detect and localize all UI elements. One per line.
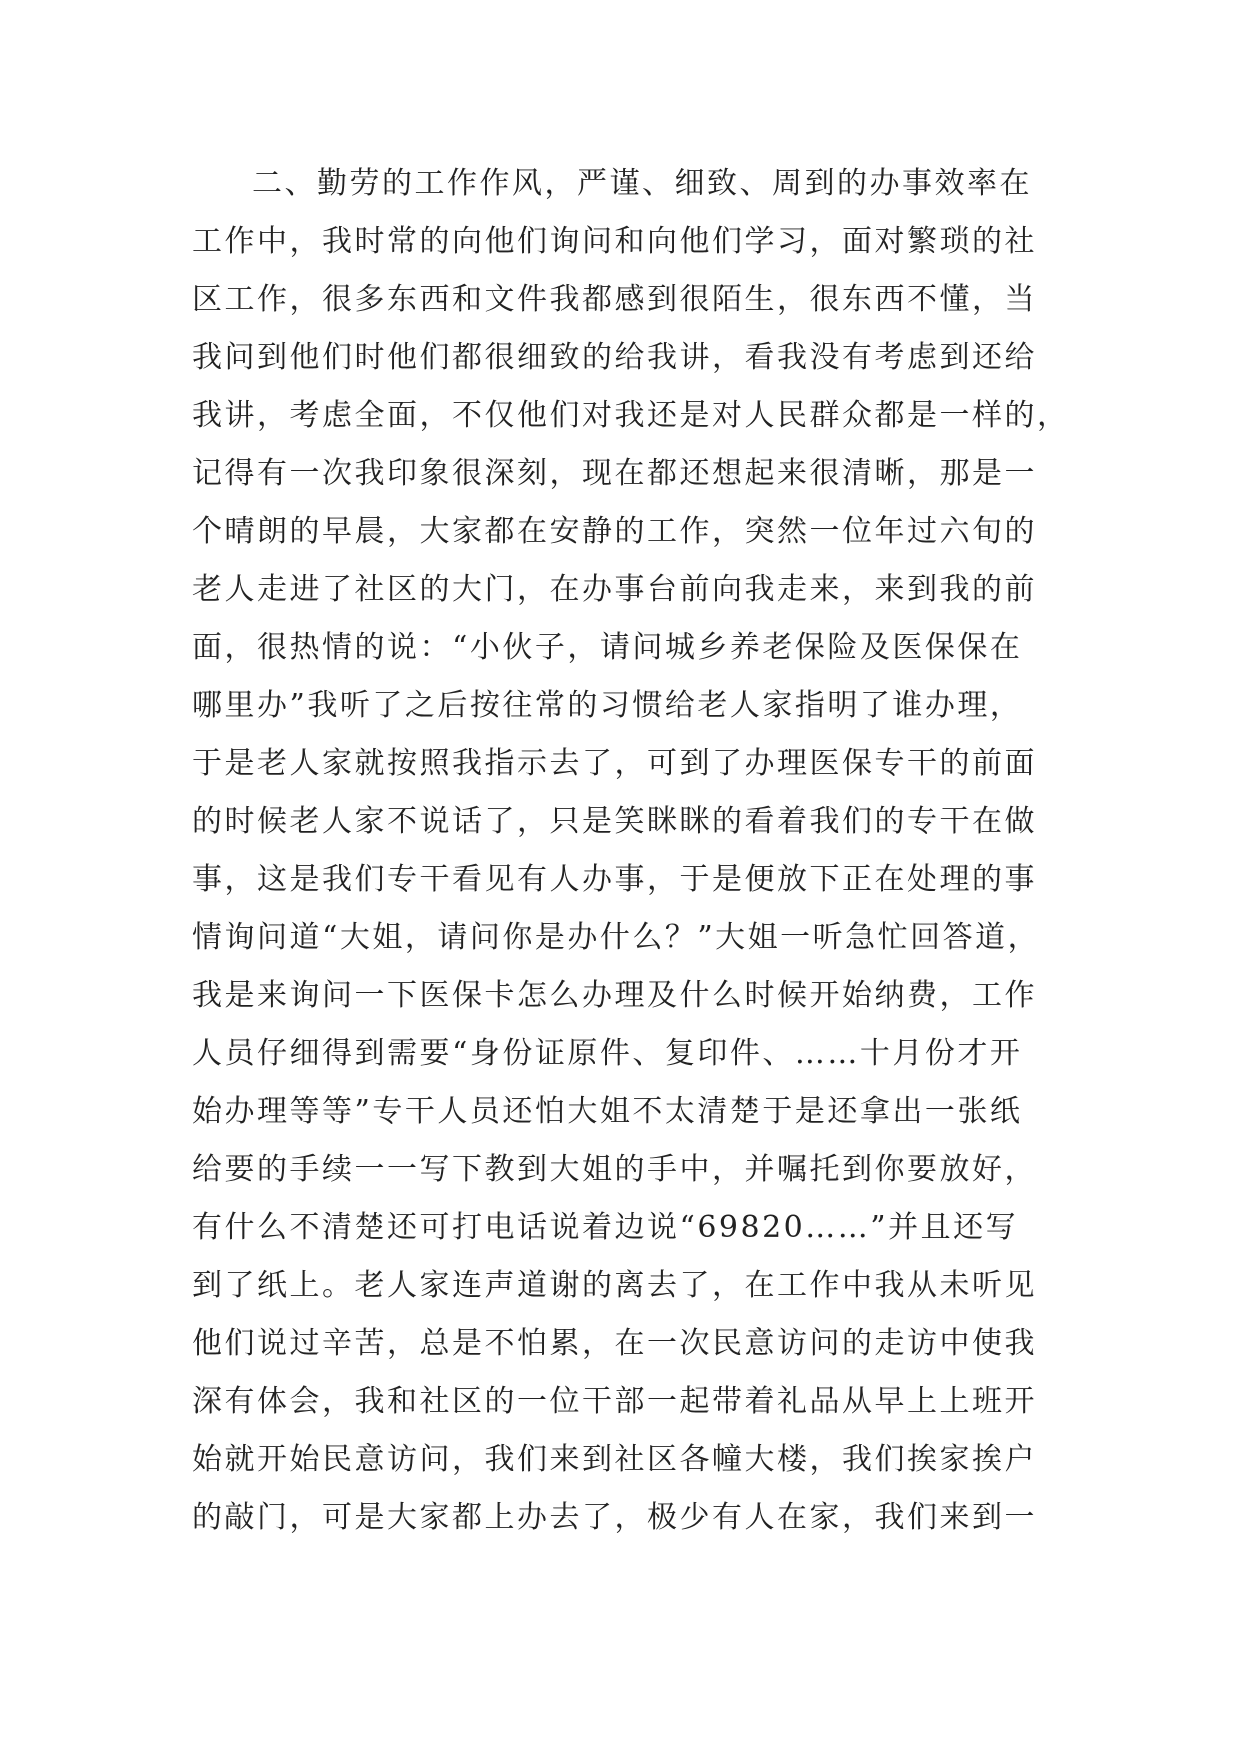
text-line: 的时候老人家不说话了，只是笑眯眯的看着我们的专干在做 xyxy=(192,804,1037,839)
text-line: 二、勤劳的工作作风，严谨、细致、周到的办事效率在 xyxy=(252,166,1032,201)
body-text xyxy=(192,155,1072,1547)
text-line: 深有体会，我和社区的一位干部一起带着礼品从早上上班开 xyxy=(192,1384,1037,1419)
text-line: 事，这是我们专干看见有人办事，于是便放下正在处理的事 xyxy=(192,862,1037,897)
text-line: 给要的手续一一写下教到大姐的手中，并嘱托到你要放好， xyxy=(192,1152,1037,1187)
text-line: 区工作，很多东西和文件我都感到很陌生，很东西不懂，当 xyxy=(192,282,1037,317)
text-line: 我是来询问一下医保卡怎么办理及什么时候开始纳费，工作 xyxy=(192,978,1037,1013)
text-line: 的敲门，可是大家都上办去了，极少有人在家，我们来到一 xyxy=(192,1500,1037,1535)
text-line: 他们说过辛苦，总是不怕累，在一次民意访问的走访中使我 xyxy=(192,1326,1037,1361)
text-line: 我问到他们时他们都很细致的给我讲，看我没有考虑到还给 xyxy=(192,340,1037,375)
text-line: 记得有一次我印象很深刻，现在都还想起来很清晰，那是一 xyxy=(192,456,1037,491)
text-line: 哪里办”我听了之后按往常的习惯给老人家指明了谁办理， xyxy=(192,688,1023,723)
text-line: 有什么不清楚还可打电话说着边说“69820……”并且还写 xyxy=(192,1210,1019,1245)
text-line: 于是老人家就按照我指示去了，可到了办理医保专干的前面 xyxy=(192,746,1037,781)
text-line: 面，很热情的说：“小伙子，请问城乡养老保险及医保保在 xyxy=(192,630,1023,665)
text-line: 情询问道“大姐，请问你是办什么？”大姐一听急忙回答道， xyxy=(192,920,1041,955)
text-line: 始办理等等”专干人员还怕大姐不太清楚于是还拿出一张纸 xyxy=(192,1094,1023,1129)
text-line: 我讲，考虑全面，不仅他们对我还是对人民群众都是一样的， xyxy=(192,398,1070,433)
text-line: 工作中，我时常的向他们询问和向他们学习，面对繁琐的社 xyxy=(192,224,1037,259)
text-line: 老人走进了社区的大门，在办事台前向我走来，来到我的前 xyxy=(192,572,1037,607)
text-line: 人员仔细得到需要“身份证原件、复印件、……十月份才开 xyxy=(192,1036,1023,1071)
text-line: 到了纸上。老人家连声道谢的离去了，在工作中我从未听见 xyxy=(192,1268,1037,1303)
text-line: 个晴朗的早晨，大家都在安静的工作，突然一位年过六旬的 xyxy=(192,514,1037,549)
text-line: 始就开始民意访问，我们来到社区各幢大楼，我们挨家挨户 xyxy=(192,1442,1037,1477)
